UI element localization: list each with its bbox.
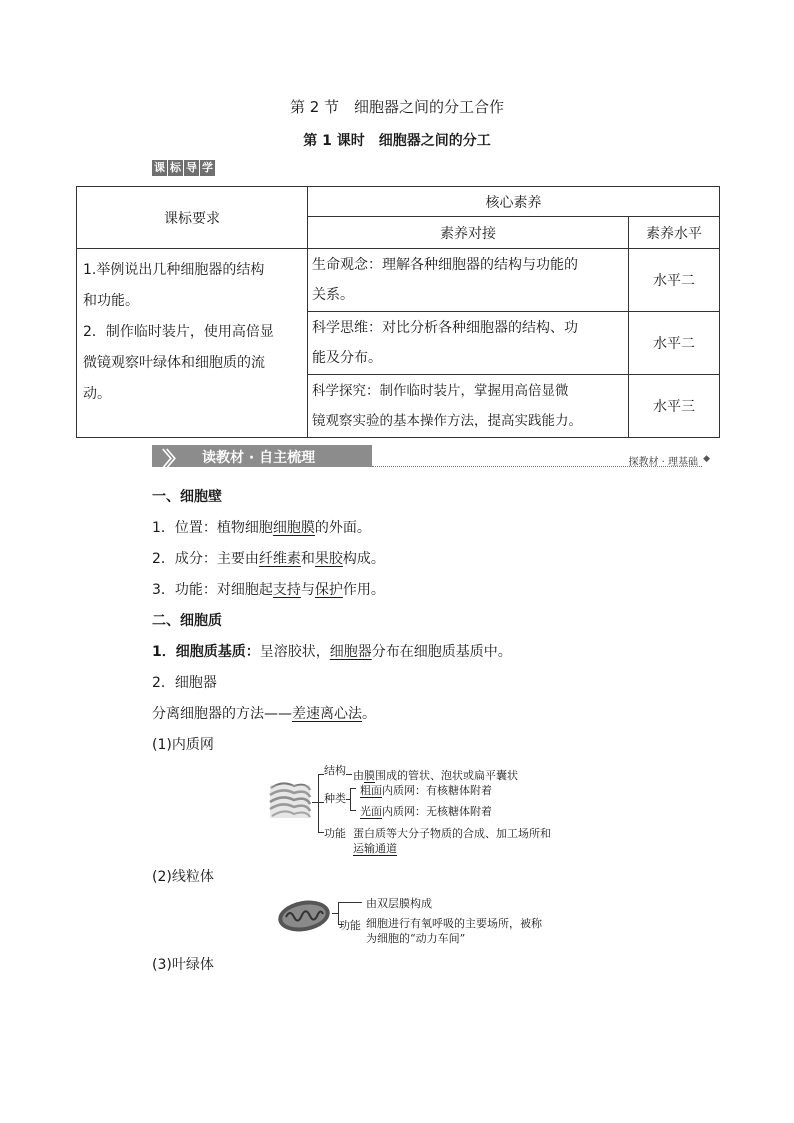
- er-function-text: 蛋白质等大分子物质的合成、加工场所和: [353, 827, 551, 840]
- item-text: 主要由: [216, 551, 259, 567]
- item-text: 植物细胞: [216, 520, 273, 536]
- er-function-label: 功能: [324, 827, 346, 840]
- banner-right-text: 探教材 · 理基础: [628, 457, 698, 468]
- item-text: 对细胞起: [216, 582, 273, 598]
- bracket-tick: [350, 788, 356, 789]
- er-structure-label: 结构: [324, 764, 346, 777]
- item-text: 分布在细胞质基质中。: [371, 644, 512, 660]
- item-text: 作用。: [342, 582, 385, 598]
- item-text: 内质网：无核糖体附着: [382, 805, 492, 818]
- answer-blank: 运输通道: [353, 842, 397, 855]
- wall-position: [152, 517, 371, 537]
- item-text: 与: [300, 582, 315, 598]
- header-literacy-match: 素养对接: [308, 217, 629, 249]
- wall-function: [152, 579, 385, 599]
- literacy-cell: [308, 249, 629, 312]
- heading-cytoplasm: 二、细胞质: [152, 613, 222, 629]
- answer-blank: 光面: [360, 805, 382, 818]
- er-rough: [360, 782, 492, 798]
- bracket-stub: [346, 799, 350, 800]
- bracket-tick: [346, 774, 352, 775]
- lesson-title: 第 1 课时 细胞器之间的分工: [303, 133, 491, 149]
- answer-blank: 细胞器: [329, 644, 372, 660]
- banner-char: 材: [230, 450, 244, 466]
- cytoplasm-matrix: [152, 641, 512, 661]
- banner-char: 读: [202, 450, 216, 466]
- answer-blank: 差速离心法: [292, 706, 362, 722]
- answer-blank: 果胶: [314, 551, 343, 567]
- heading-cell-wall: 一、细胞壁: [152, 489, 222, 505]
- requirement-cell: [77, 249, 308, 438]
- literacy-line: 镜观察实验的基本操作方法，提高实践能力。: [312, 413, 582, 429]
- er-function-blank-line: [353, 840, 397, 856]
- er-heading: (1)内质网: [152, 737, 214, 753]
- requirement-line: 动。: [83, 386, 111, 402]
- level-cell: 水平二: [629, 249, 720, 312]
- requirement-line: 1.举例说出几种细胞器的结构: [83, 262, 265, 278]
- section-banner: [152, 441, 714, 471]
- item-text: 围成的管状、泡状或扁平囊状: [375, 769, 518, 782]
- literacy-cell: [308, 375, 629, 438]
- answer-blank: 纤维素: [258, 551, 301, 567]
- item-text: 分离细胞器的方法——: [152, 706, 292, 722]
- answer-blank: 膜: [364, 769, 375, 782]
- er-structure-text: [353, 767, 518, 783]
- banner-title: [202, 447, 315, 467]
- answer-blank: 粗面: [360, 784, 382, 797]
- bracket-stub: [332, 913, 338, 914]
- item-text: 由: [353, 769, 364, 782]
- tag-char: 标: [170, 161, 181, 174]
- literacy-line: 科学探究：制作临时装片，掌握用高倍显微: [312, 383, 569, 399]
- item-text: 内质网：有核糖体附着: [382, 784, 492, 797]
- er-types-label: 种类: [324, 792, 346, 805]
- literacy-line: 科学思维：对比分析各种细胞器的结构、功: [312, 320, 578, 336]
- answer-blank: 细胞膜: [272, 520, 315, 536]
- answer-blank: 保护: [314, 582, 343, 598]
- banner-char: 教: [216, 450, 230, 466]
- literacy-cell: [308, 312, 629, 375]
- bracket: [318, 774, 319, 832]
- banner-subtitle: 自主梳理: [259, 450, 316, 466]
- item-text: 构成。: [342, 551, 385, 567]
- mito-structure-text: 由双层膜构成: [366, 897, 432, 910]
- tag-char: 课: [154, 161, 165, 174]
- requirement-line: 2．制作临时装片，使用高倍显: [83, 324, 274, 340]
- bracket-tick: [338, 902, 362, 903]
- item-text: 的外面。: [314, 520, 371, 536]
- item-text: 和: [300, 551, 315, 567]
- mitochondrion-illustration: [276, 899, 332, 933]
- mito-function-line: 为细胞的“动力车间”: [366, 932, 466, 945]
- header-literacy-level: 素养水平: [629, 217, 720, 249]
- er-smooth: [360, 803, 492, 819]
- bracket-tick: [350, 810, 356, 811]
- literacy-line: 生命观念：理解各种细胞器的结构与功能的: [312, 257, 578, 273]
- level-cell: 水平三: [629, 375, 720, 438]
- mito-function-line: 细胞进行有氧呼吸的主要场所，被称: [366, 917, 542, 930]
- item-text: 。: [362, 706, 376, 722]
- tag-char: 导: [186, 161, 197, 174]
- literacy-line: 能及分布。: [312, 350, 382, 366]
- item-text: 呈溶胶状，: [259, 644, 330, 660]
- organelle-heading: 2．细胞器: [152, 675, 217, 691]
- standards-table: [76, 186, 720, 438]
- item-label: 3．功能：: [152, 582, 217, 598]
- item-label: 1．细胞质基质：: [152, 644, 260, 660]
- separation-method: [152, 703, 376, 723]
- er-diagram: [268, 762, 568, 857]
- requirement-line: 微镜观察叶绿体和细胞质的流: [83, 355, 265, 371]
- level-cell: 水平二: [629, 312, 720, 375]
- item-label: 2．成分：: [152, 551, 217, 567]
- mito-function-label: 功能: [339, 919, 361, 932]
- diamond-icon: ◆: [703, 454, 710, 464]
- banner-dot: ·: [248, 450, 255, 466]
- item-label: 1．位置：: [152, 520, 217, 536]
- literacy-line: 关系。: [312, 287, 354, 303]
- requirement-line: 和功能。: [83, 293, 139, 309]
- answer-blank: 支持: [272, 582, 301, 598]
- tag-char: 学: [202, 161, 213, 174]
- er-illustration: [268, 780, 312, 820]
- section-title: 第 2 节 细胞器之间的分工合作: [289, 98, 505, 116]
- header-core-literacy: 核心素养: [308, 187, 720, 217]
- header-requirement: 课标要求: [77, 187, 308, 249]
- chevron-icon: 〉〉: [162, 447, 180, 471]
- chloro-heading: (3)叶绿体: [152, 957, 214, 973]
- standards-guide-tag: [152, 160, 215, 176]
- wall-composition: [152, 548, 385, 568]
- mito-heading: (2)线粒体: [152, 869, 214, 885]
- mito-diagram: [276, 893, 566, 948]
- bracket: [350, 788, 351, 810]
